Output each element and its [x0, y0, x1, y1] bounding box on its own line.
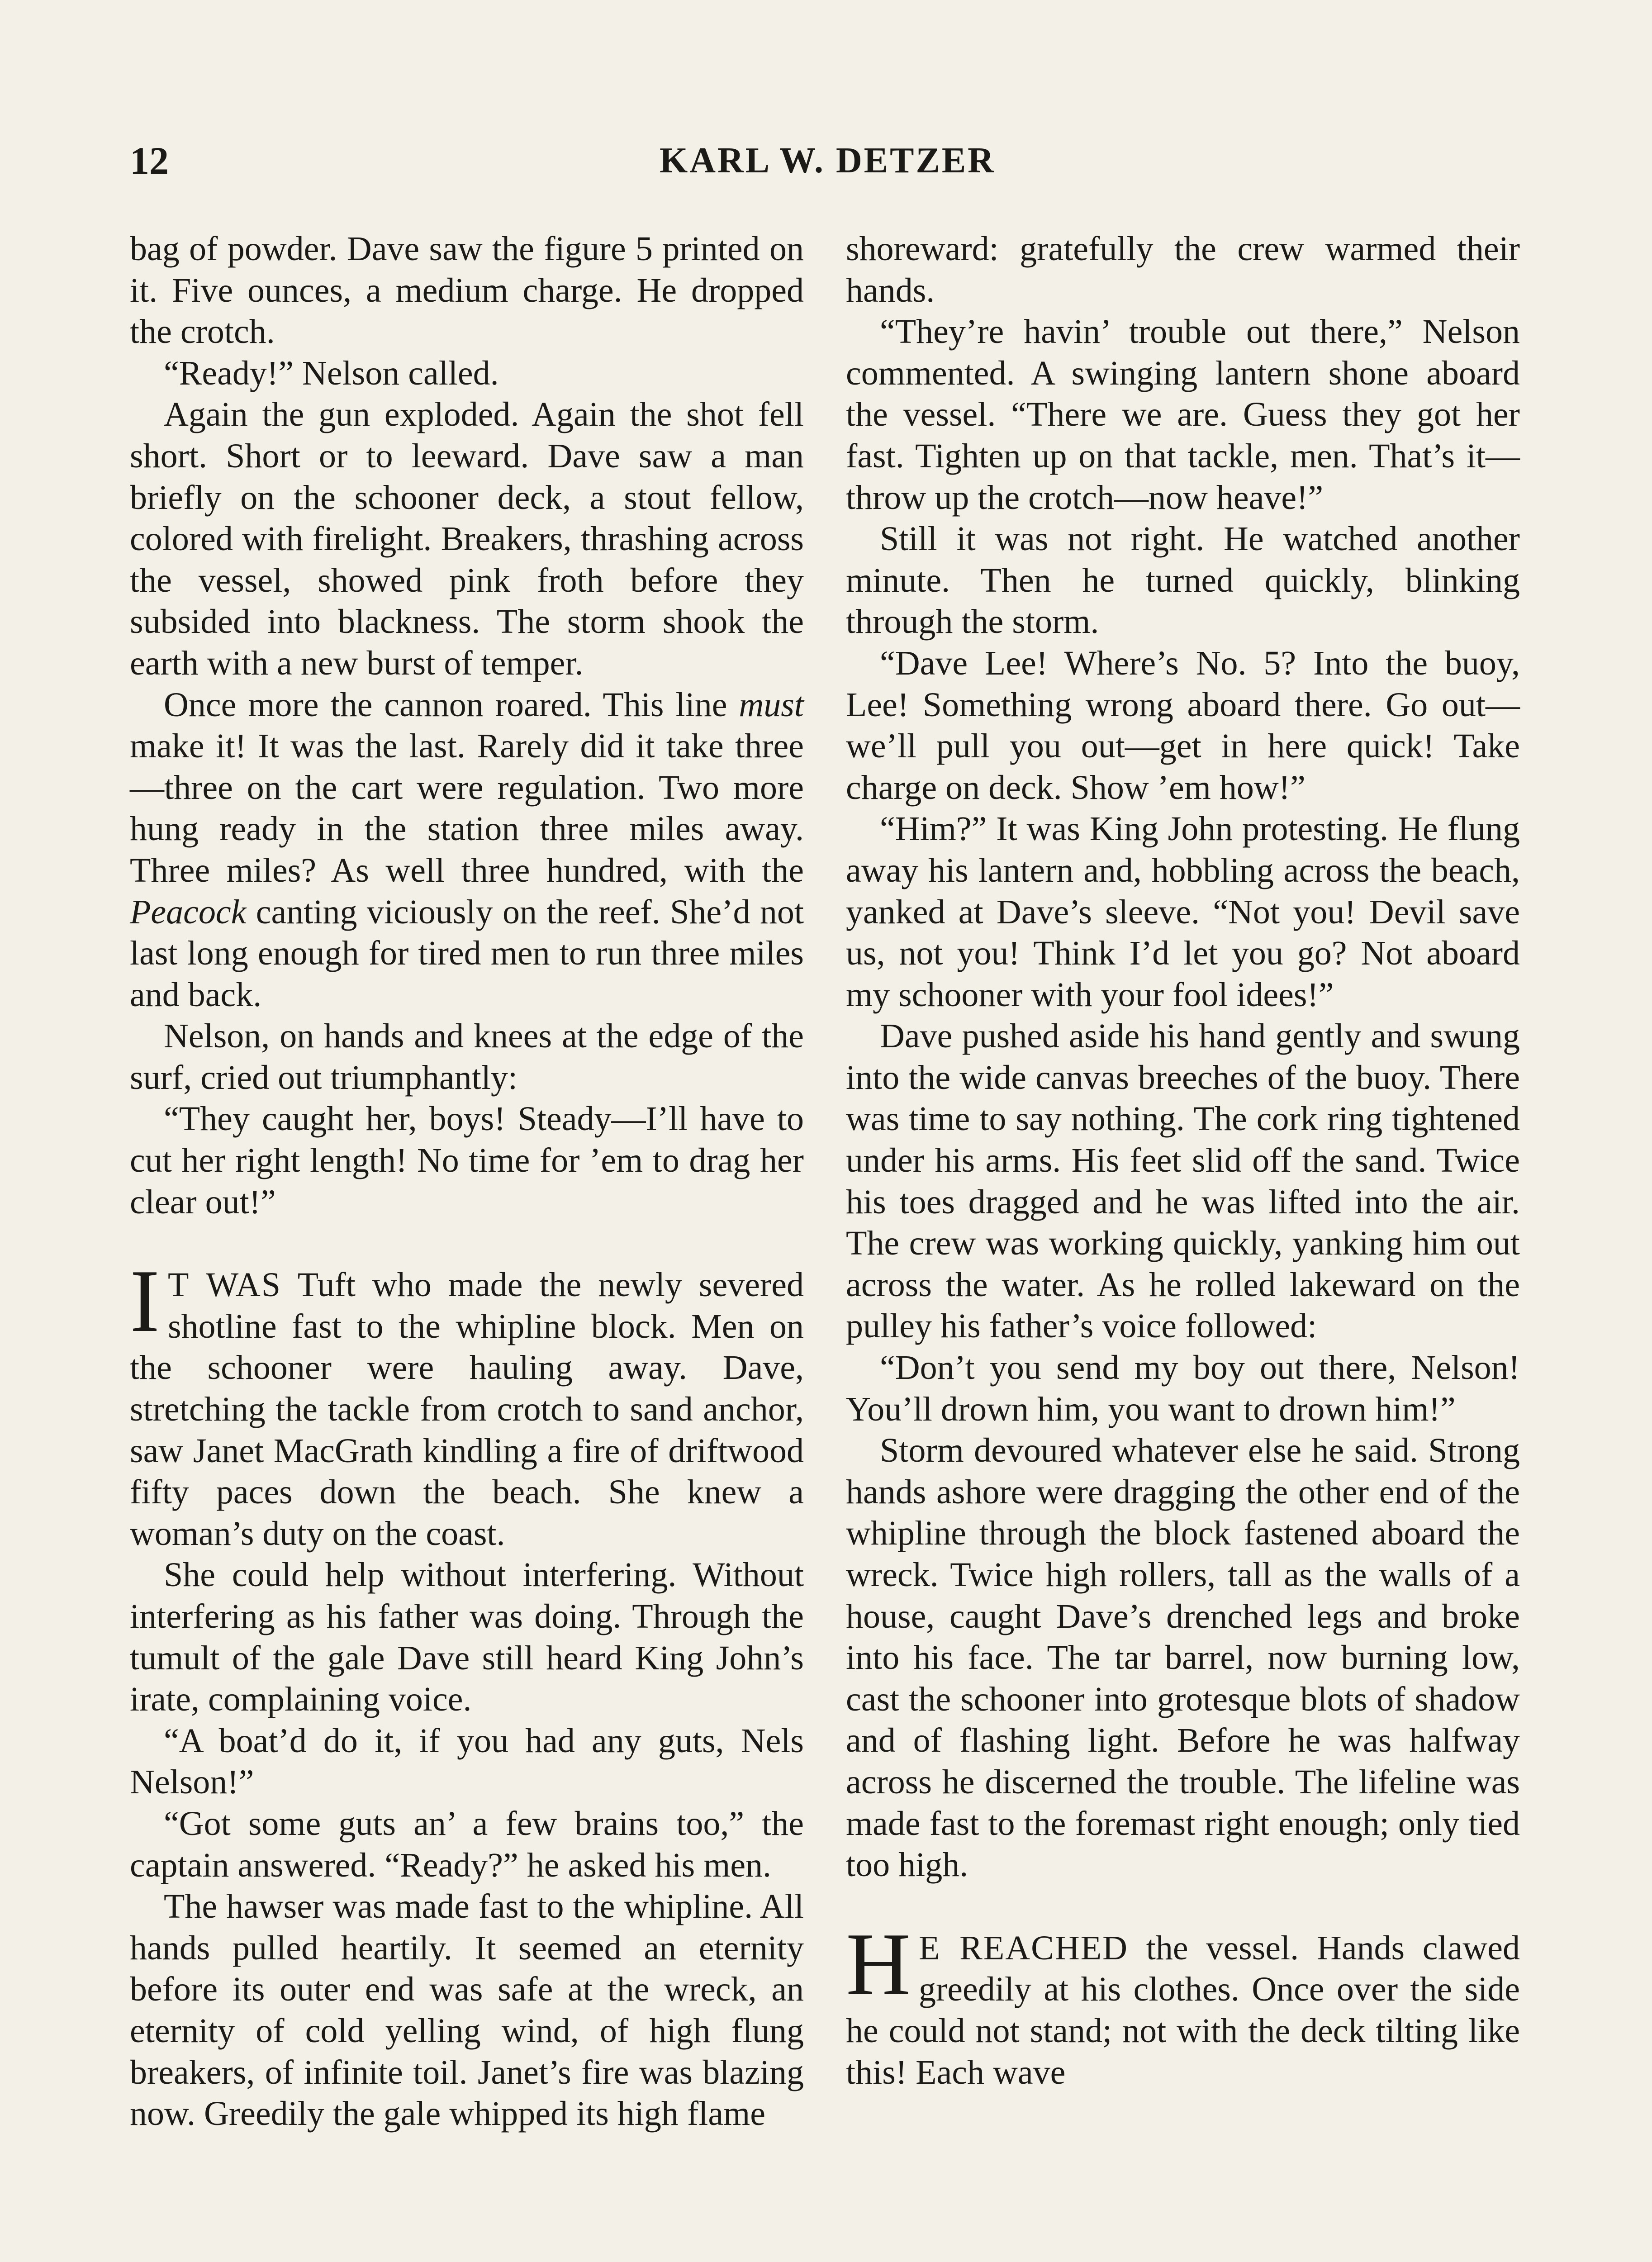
paragraph: “Don’t you send my boy out there, Nelson! You’ll drown him, you want to drown him!” [846, 1349, 1520, 1428]
paragraph-text: canting viciously on the reef. She’d not last long enough for tired men to run three miles and back. [130, 893, 804, 1014]
paragraph: Still it was not right. He watched another minute. Then he turned quickly, blinking through the storm. [846, 520, 1520, 641]
drop-cap: H [846, 1914, 911, 2014]
section-opening-paragraph [846, 1914, 1520, 2093]
paragraph: “They caught her, boys! Steady—I’ll have to cut her right length! No time for ’em to drag her clear out!” [130, 1100, 804, 1221]
continued-paragraph: shoreward: gratefully the crew warmed their hands. [846, 230, 1520, 309]
running-head: KARL W. DETZER [660, 141, 996, 181]
paragraph-text: the vessel. Hands clawed greedily at his clothes. Once over the side he could not stand; not with the deck tilting like this! Each wave [846, 1929, 1520, 2091]
lead-in-caps: E REACHED [919, 1929, 1129, 1967]
paragraph: “Ready!” Nelson called. [164, 354, 499, 392]
paragraph: “Got some guts an’ a few brains too,” the captain answered. “Ready?” he asked his men. [130, 1804, 804, 1884]
paragraph-text: Once more the cannon roared. This line [164, 685, 739, 724]
emphasized-text: must [739, 685, 804, 724]
paragraph-text: make it! It was the last. Rarely did it take three—three on the cart were regulation. Two more hung ready in the station three miles away. Three miles? As well three hundred, with the [130, 727, 804, 889]
paragraph: Dave pushed aside his hand gently and swung into the wide canvas breeches of the buoy. There was time to say nothing. The cork ring tightened under his arms. His feet slid off the sand. Twice his toes dragged and he was lifted into the air. The crew was working quickly, yanking him out across the water. As he rolled lakeward on the pulley his father’s voice followed: [846, 1017, 1520, 1345]
section-opening-paragraph [130, 1251, 804, 1554]
paragraph: “Dave Lee! Where’s No. 5? Into the buoy, Lee! Something wrong aboard there. Go out—we’ll pull you out—get in here quick! Take charge on deck. Show ’em how!” [846, 644, 1520, 807]
right-column [846, 228, 1520, 2093]
paragraph: The hawser was made fast to the whipline. All hands pulled heartily. It seemed an eternity before its outer end was safe at the wreck, an eternity of cold yelling wind, of high flung breakers, of infinite toil. Janet’s fire was blazing now. Greedily the gale whipped its high flame [130, 1887, 804, 2133]
paragraph: Again the gun exploded. Again the shot fell short. Short or to leeward. Dave saw a man briefly on the schooner deck, a stout fellow, colored with firelight. Breakers, thrashing across the vessel, showed pink froth before they subsided into blackness. The storm shook the earth with a new burst of temper. [130, 395, 804, 682]
left-column [130, 228, 804, 2135]
paragraph-text: Tuft who made the newly severed shotline fast to the whipline block. Men on the schooner were hauling away. Dave, stretching the tackle from crotch to sand anchor, saw Janet MacGrath kindling a fire of driftwood fifty paces down the beach. She knew a woman’s duty on the coast. [130, 1266, 804, 1553]
paragraph: Nelson, on hands and knees at the edge of the surf, cried out triumphantly: [130, 1017, 804, 1097]
emphasized-text: Peacock [130, 893, 247, 931]
paragraph: Storm devoured whatever else he said. Strong hands ashore were dragging the other end of the whipline through the block fastened aboard the wreck. Twice high rollers, tall as the walls of a house, caught Dave’s drenched legs and broke into his face. The tar barrel, now burning low, cast the schooner into grotesque blots of shadow and of flashing light. Before he was halfway across he discerned the trouble. The lifeline was made fast to the foremast right enough; only tied too high. [846, 1431, 1520, 1884]
paragraph [130, 684, 804, 1016]
drop-cap: I [130, 1251, 160, 1351]
page-number: 12 [130, 139, 169, 182]
page-header [130, 133, 1525, 188]
paragraph: “A boat’d do it, if you had any guts, Nels Nelson!” [130, 1721, 804, 1801]
lead-in-caps: T WAS [167, 1266, 282, 1304]
paragraph: “They’re havin’ trouble out there,” Nelson commented. A swinging lantern shone aboard the vessel. “There we are. Guess they got her fast. Tighten up on that tackle, men. That’s it—throw up the crotch—now heave!” [846, 313, 1520, 517]
paragraph: She could help without interfering. Without interfering as his father was doing. Through the tumult of the gale Dave still heard King John’s irate, complaining voice. [130, 1556, 804, 1719]
continued-paragraph: bag of powder. Dave saw the figure 5 printed on it. Five ounces, a medium charge. He dropped the crotch. [130, 230, 804, 351]
paragraph: “Him?” It was King John protesting. He flung away his lantern and, hobbling across the beach, yanked at Dave’s sleeve. “Not you! Devil save us, not you! Think I’d let you go? Not aboard my schooner with your fool idees!” [846, 810, 1520, 1014]
